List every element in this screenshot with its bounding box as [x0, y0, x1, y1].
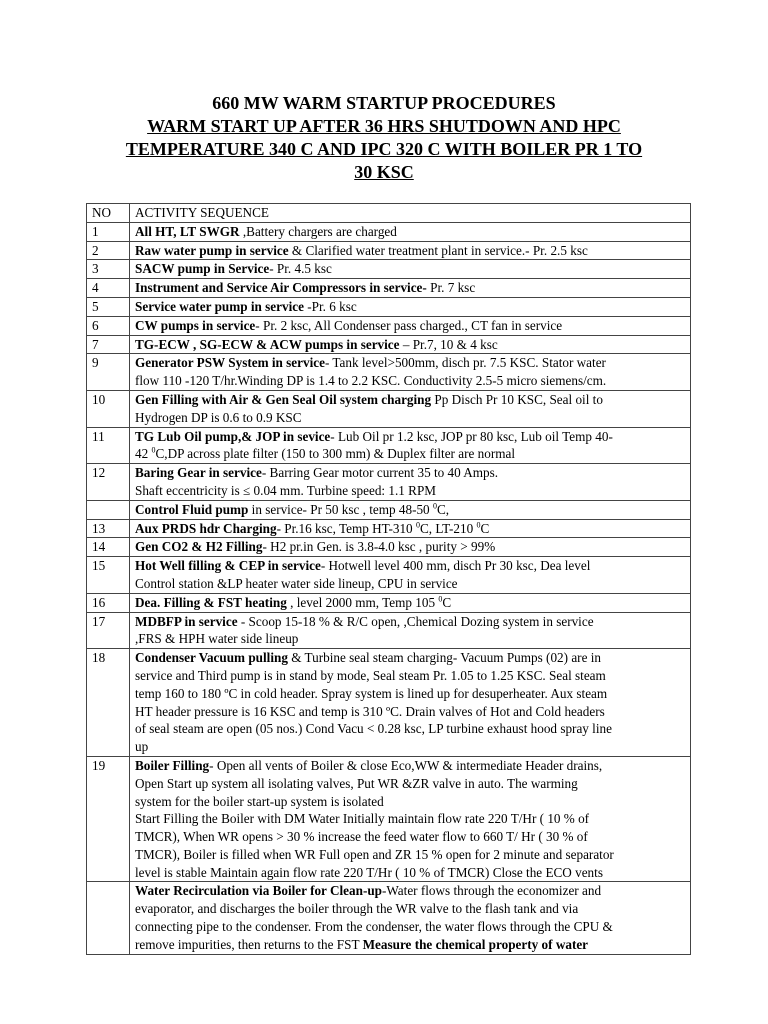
- document-header: [70, 92, 698, 184]
- activity-title: Dea. Filling & FST heating: [135, 594, 287, 610]
- table-row: [87, 649, 691, 757]
- activity-detail: Hydrogen DP is 0.6 to 0.9 KSC: [135, 409, 302, 425]
- activity-title: SACW pump in Service: [135, 261, 270, 277]
- table-row: [87, 297, 691, 316]
- activity-detail: - Open all vents of Boiler & close Eco,WW & intermediate Header drains,: [209, 757, 603, 773]
- activity-detail: & Clarified water treatment plant in service.- Pr. 2.5 ksc: [288, 242, 588, 258]
- activity-title: Control Fluid pump: [135, 501, 249, 517]
- activity-description: [130, 557, 691, 594]
- activity-detail: Pr. 7 ksc: [426, 280, 476, 296]
- activity-line: [135, 720, 685, 738]
- activity-detail: - Scoop 15-18 % & R/C open, ,Chemical Dozing system in service: [237, 613, 594, 629]
- activity-title: Gen CO2 & H2 Filling: [135, 539, 263, 555]
- activity-title: Baring Gear in service: [135, 465, 262, 481]
- table-row: [87, 538, 691, 557]
- activity-line: [135, 864, 685, 882]
- activity-detail: remove impurities, then returns to the FST: [135, 936, 363, 952]
- activity-detail: in service- Pr 50 ksc , temp 48-50: [248, 501, 433, 517]
- activity-detail: Open Start up system all isolating valves, Put WR &ZR valve in auto. The warming: [135, 775, 578, 791]
- activity-title: Condenser Vacuum pulling: [135, 650, 288, 666]
- step-number: [87, 882, 130, 954]
- activity-description: [130, 390, 691, 427]
- step-number: 18: [87, 649, 130, 757]
- activity-title: MDBFP in service: [135, 613, 238, 629]
- activity-line: [135, 279, 685, 297]
- activity-detail: evaporator, and discharges the boiler through the WR valve to the flash tank and via: [135, 901, 579, 917]
- activity-line: [135, 757, 685, 775]
- activity-line: [135, 575, 685, 593]
- activity-detail: of seal steam are open (05 nos.) Cond Vacu < 0.28 ksc, LP turbine exhaust hood spray line: [135, 721, 612, 737]
- step-number: 2: [87, 241, 130, 260]
- activity-sequence-table: [86, 203, 691, 955]
- activity-line: [135, 936, 685, 954]
- table-row: [87, 354, 691, 391]
- activity-line: [135, 391, 685, 409]
- activity-line: [135, 242, 685, 260]
- activity-description: [130, 222, 691, 241]
- activity-line: [135, 520, 685, 538]
- activity-description: [130, 427, 691, 464]
- step-number: 4: [87, 279, 130, 298]
- degree-superscript: 0: [415, 520, 420, 530]
- table-row: [87, 464, 691, 501]
- activity-title: Hot Well filling & CEP in service: [135, 558, 321, 574]
- activity-line: [135, 354, 685, 372]
- activity-detail: Start Filling the Boiler with DM Water Initially maintain flow rate 220 T/Hr ( 10 % of: [135, 811, 590, 827]
- step-number: 3: [87, 260, 130, 279]
- step-number: 19: [87, 756, 130, 882]
- table-row: [87, 335, 691, 354]
- activity-detail: , level 2000 mm, Temp 105: [286, 594, 439, 610]
- activity-detail: C,DP across plate filter (150 to 300 mm) & Duplex filter are normal: [155, 446, 515, 462]
- activity-line: [135, 336, 685, 354]
- column-header-activity: ACTIVITY SEQUENCE: [130, 204, 691, 223]
- activity-description: [130, 297, 691, 316]
- table-header-row: [87, 204, 691, 223]
- activity-line: [135, 630, 685, 648]
- activity-line: [135, 482, 685, 500]
- step-number: 16: [87, 593, 130, 612]
- activity-detail: C: [442, 594, 452, 610]
- step-number: 17: [87, 612, 130, 649]
- activity-description: [130, 649, 691, 757]
- activity-line: [135, 613, 685, 631]
- activity-line: [135, 846, 685, 864]
- activity-line: [135, 900, 685, 918]
- step-number: 5: [87, 297, 130, 316]
- activity-title: TG Lub Oil pump,& JOP in sevice: [135, 428, 331, 444]
- activity-detail: service and Third pump is in stand by mode, Seal steam Pr. 1.05 to 1.25 KSC. Seal steam: [135, 667, 606, 683]
- activity-detail: – Pr.7, 10 & 4 ksc: [399, 336, 498, 352]
- activity-detail: HT header pressure is 16 KSC and temp is 310 ºC. Drain valves of Hot and Cold headers: [135, 703, 605, 719]
- table-row: [87, 260, 691, 279]
- activity-detail: & Turbine seal steam charging- Vacuum Pumps (02) are in: [287, 650, 601, 666]
- activity-title: Raw water pump in service: [135, 242, 289, 258]
- activity-detail: ,FRS & HPH water side lineup: [135, 631, 299, 647]
- activity-line: [135, 685, 685, 703]
- activity-detail: - Pr. 2 ksc, All Condenser pass charged., CT fan in service: [255, 317, 563, 333]
- activity-description: [130, 354, 691, 391]
- activity-line: [135, 810, 685, 828]
- activity-detail: - Barring Gear motor current 35 to 40 Amps.: [261, 465, 499, 481]
- degree-superscript: 0: [432, 501, 437, 511]
- activity-detail: - Pr. 4.5 ksc: [269, 261, 332, 277]
- activity-line: [135, 372, 685, 390]
- table-row: [87, 279, 691, 298]
- table-row: [87, 557, 691, 594]
- activity-description: [130, 279, 691, 298]
- table-row: [87, 882, 691, 954]
- activity-detail: Shaft eccentricity is ≤ 0.04 mm. Turbine speed: 1.1 RPM: [135, 482, 437, 498]
- activity-detail: C, LT-210: [419, 520, 477, 536]
- activity-title: All HT, LT SWGR: [135, 223, 240, 239]
- step-number: 12: [87, 464, 130, 501]
- activity-line: [135, 317, 685, 335]
- step-number: 1: [87, 222, 130, 241]
- activity-line: [135, 501, 685, 519]
- degree-superscript: 0: [476, 520, 481, 530]
- table-row: [87, 316, 691, 335]
- activity-detail: -Water flows through the economizer and: [382, 883, 602, 899]
- table-row: [87, 427, 691, 464]
- table-row: [87, 519, 691, 538]
- activity-detail: level is stable Maintain again flow rate 220 T/Hr ( 10 % of TMCR) Close the ECO vents: [135, 864, 603, 880]
- activity-line: [135, 882, 685, 900]
- activity-detail: C: [480, 520, 490, 536]
- activity-detail: 42: [135, 446, 152, 462]
- activity-description: [130, 538, 691, 557]
- activity-line: [135, 649, 685, 667]
- activity-line: [135, 409, 685, 427]
- activity-line: [135, 538, 685, 556]
- document-subtitle-line-2: TEMPERATURE 340 C AND IPC 320 C WITH BOILER PR 1 TO: [125, 139, 643, 159]
- table-row: [87, 500, 691, 519]
- activity-title: Water Recirculation via Boiler for Clean-up: [135, 883, 383, 899]
- activity-detail: connecting pipe to the condenser. From the condenser, the water flows through the CPU &: [135, 919, 613, 935]
- activity-line: [135, 775, 685, 793]
- column-header-no: NO: [87, 204, 130, 223]
- step-number: 9: [87, 354, 130, 391]
- activity-description: [130, 882, 691, 954]
- activity-title: Generator PSW System in service: [135, 355, 325, 371]
- activity-title: Instrument and Service Air Compressors in service-: [135, 280, 427, 296]
- activity-line: [135, 793, 685, 811]
- activity-detail: -Pr. 6 ksc: [303, 298, 357, 314]
- activity-detail: - H2 pr.in Gen. is 3.8-4.0 ksc , purity > 99%: [262, 539, 496, 555]
- activity-detail: - Tank level>500mm, disch pr. 7.5 KSC. Stator water: [324, 355, 606, 371]
- activity-line: [135, 703, 685, 721]
- activity-description: [130, 241, 691, 260]
- activity-detail: ,Battery chargers are charged: [239, 223, 397, 239]
- activity-title: Service water pump in service: [135, 298, 304, 314]
- activity-detail: Control station &LP heater water side lineup, CPU in service: [135, 575, 458, 591]
- activity-line: [135, 738, 685, 756]
- activity-detail: - Pr.16 ksc, Temp HT-310: [276, 520, 416, 536]
- activity-description: [130, 756, 691, 882]
- table-row: [87, 612, 691, 649]
- activity-line: [135, 464, 685, 482]
- document-title: 660 MW WARM STARTUP PROCEDURES: [212, 93, 556, 113]
- degree-superscript: 0: [151, 445, 156, 455]
- step-number: 15: [87, 557, 130, 594]
- document-subtitle-line-1: WARM START UP AFTER 36 HRS SHUTDOWN AND HPC: [147, 116, 621, 136]
- activity-description: [130, 260, 691, 279]
- activity-detail: flow 110 -120 T/hr.Winding DP is 1.4 to 2.2 KSC. Conductivity 2.5-5 micro siemens/cm.: [135, 373, 607, 389]
- step-number: [87, 500, 130, 519]
- activity-title: TG-ECW , SG-ECW & ACW pumps in service: [135, 336, 400, 352]
- table-row: [87, 222, 691, 241]
- activity-detail: - Lub Oil pr 1.2 ksc, JOP pr 80 ksc, Lub oil Temp 40-: [330, 428, 613, 444]
- activity-description: [130, 316, 691, 335]
- activity-description: [130, 593, 691, 612]
- activity-title: Aux PRDS hdr Charging: [135, 520, 277, 536]
- activity-line: [135, 298, 685, 316]
- step-number: 10: [87, 390, 130, 427]
- activity-line: [135, 918, 685, 936]
- activity-line: [135, 445, 685, 463]
- activity-line: [135, 557, 685, 575]
- document-subtitle-line-3: 30 KSC: [354, 162, 414, 182]
- degree-superscript: 0: [438, 594, 443, 604]
- activity-detail: temp 160 to 180 ºC in cold header. Spray system is lined up for desuperheater. Aux steam: [135, 685, 608, 701]
- table-body: [87, 222, 691, 954]
- activity-line: [135, 260, 685, 278]
- activity-title: Boiler Filling: [135, 757, 210, 773]
- step-number: 6: [87, 316, 130, 335]
- table-row: [87, 241, 691, 260]
- table-row: [87, 756, 691, 882]
- activity-description: [130, 500, 691, 519]
- activity-description: [130, 612, 691, 649]
- activity-line: [135, 828, 685, 846]
- step-number: 7: [87, 335, 130, 354]
- activity-detail: C,: [436, 501, 450, 517]
- step-number: 14: [87, 538, 130, 557]
- activity-line: [135, 667, 685, 685]
- table-row: [87, 593, 691, 612]
- activity-detail: - Hotwell level 400 mm, disch Pr 30 ksc, Dea level: [320, 558, 591, 574]
- activity-detail: system for the boiler start-up system is isolated: [135, 793, 384, 809]
- activity-detail: TMCR), Boiler is filled when WR Full open and ZR 15 % open for 2 minute and separator: [135, 846, 614, 862]
- step-number: 13: [87, 519, 130, 538]
- activity-line: [135, 594, 685, 612]
- activity-line: [135, 223, 685, 241]
- activity-detail: Pp Disch Pr 10 KSC, Seal oil to: [431, 391, 603, 407]
- step-number: 11: [87, 427, 130, 464]
- activity-detail: up: [135, 739, 149, 755]
- activity-description: [130, 519, 691, 538]
- activity-detail: TMCR), When WR opens > 30 % increase the feed water flow to 660 T/ Hr ( 30 % of: [135, 829, 588, 845]
- activity-description: [130, 464, 691, 501]
- activity-line: [135, 428, 685, 446]
- activity-description: [130, 335, 691, 354]
- activity-title: Gen Filling with Air & Gen Seal Oil system charging: [135, 391, 432, 407]
- table-row: [87, 390, 691, 427]
- activity-title: CW pumps in service: [135, 317, 256, 333]
- activity-title: Measure the chemical property of water: [362, 936, 589, 952]
